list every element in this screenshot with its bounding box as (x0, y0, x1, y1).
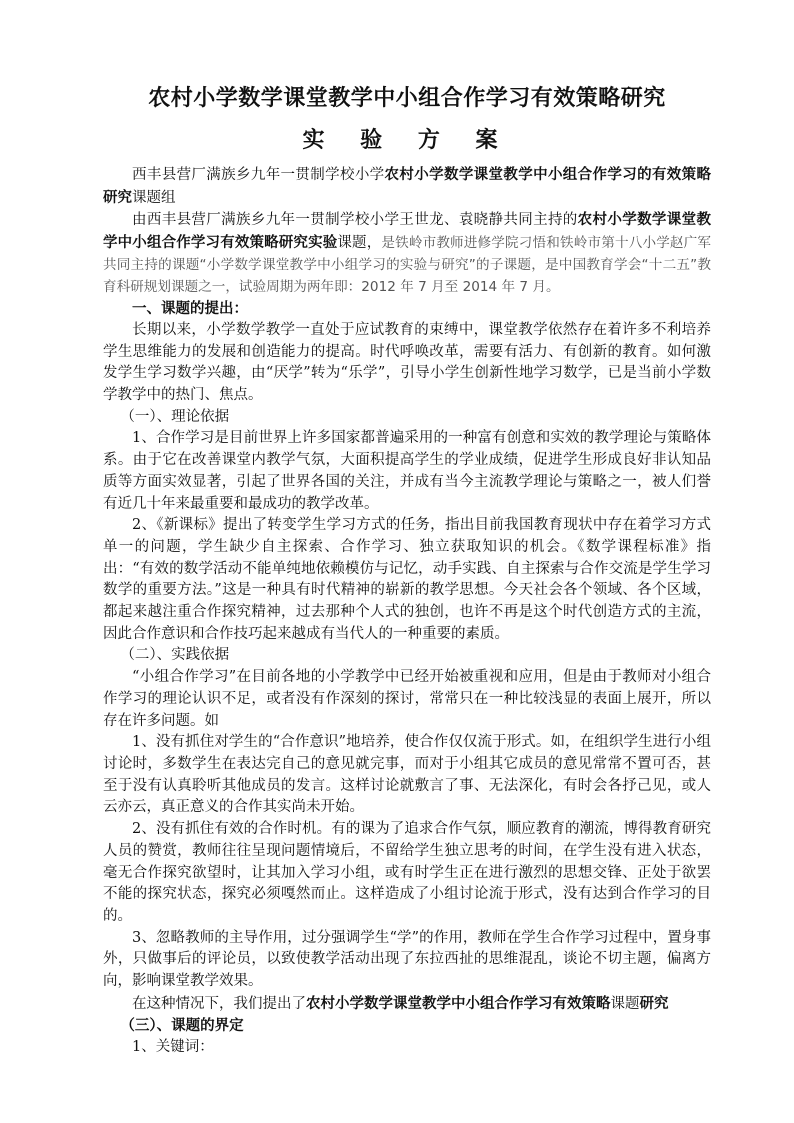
intro2-suffix: 课题， (337, 235, 382, 252)
intro1-group: 课题组 (132, 189, 176, 206)
subsection-definition-heading: （三）、课题的界定 (120, 1017, 244, 1035)
document-subtitle: 实 验 方 案 (302, 127, 512, 153)
subsection-practice-heading: （二）、实践依据 (120, 647, 230, 664)
intro-paragraph-2 (103, 209, 711, 298)
p5-research: 研究 (639, 994, 669, 1012)
subsection-theory-heading: （一）、理论依据 (120, 408, 230, 425)
practice-paragraph-2: 1、没有抓住对学生的“合作意识”地培养，使合作仅仅流于形式。如，在组织学生进行小组讨论时，多数学生在表达完自己的意见就完事，而对于小组其它成员的意见常常不置可否，甚至于没有认真聆听其他成员的发言。这样讨论就敷言了事、无法深化，有时会各抒己见，或人云亦云，真正意义的合作其实尚未开始。 (103, 734, 711, 816)
p5-word: 课题 (610, 995, 640, 1012)
document-title: 农村小学数学课堂教学中小组合作学习有效策略研究 (148, 85, 666, 111)
practice-paragraph-5 (103, 993, 711, 1016)
theory-paragraph-1: 1、合作学习是目前世界上许多国家都普遍采用的一种富有创意和实效的教学理论与策略体系。由于它在改善课堂内教学气氛，大面积提高学生的学业成绩，促进学生形成良好非认知品质等方面实效显著，引起了世界各国的关注，并成有当今主流教学理论与策略之一，被人们誉有近几十年来最重要和最成功的教学改革。 (103, 430, 711, 512)
intro2-topic: 农村小学数学课堂教学中小组合作学习有效策略研究实验 (103, 211, 711, 252)
definition-paragraph-1: 1、关键词： (132, 1039, 214, 1056)
intro1-school: 西丰县营厂满族乡九年一贯制学校小学 (132, 167, 385, 183)
document-page (103, 80, 711, 1059)
intro2-host: 由西丰县营厂满族乡九年一贯制学校小学王世龙、袁晓静共同主持的 (132, 212, 578, 229)
practice-paragraph-3: 2、没有抓住有效的合作时机。有的课为了追求合作气氛，顺应教育的潮流，博得教育研究人员的赞赏，教师往往呈现问题情境后，不留给学生独立思考的时间，在学生没有进入状态，毫无合作探究欲望时，让其加入学习小组，或有时学生正在进行激烈的思想交锋、正处于欲罢不能的探究状态，探究必须嘎然而止。这样造成了小组讨论流于形式，没有达到合作学习的目的。 (103, 821, 711, 924)
practice-paragraph-1: “小组合作学习”在目前各地的小学教学中已经开始被重视和应用，但是由于教师对小组合作学习的理论认识不足，或者没有作深刻的探讨，常常只在一种比较浅显的表面上展开，所以存在许多问题。如 (103, 669, 711, 729)
intro1-topic: 农村小学数学课堂教学中小组合作学习的有效策略研究 (103, 166, 712, 206)
theory-paragraph-2: 2、《新课标》提出了转变学生学习方式的任务，指出目前我国教育现状中存在着学习方式单一的问题，学生缺少自主探索、合作学习、独立获取知识的机会。《数学课程标准》指出：“有效的数学活动不能单纯地依赖模仿与记忆，动手实践、自主探索与合作交流是学生学习数学的重要方法。”这是一种具有时代精神的崭新的教学思想。今天社会各个领域、各个区域，都起来越注重合作探究精神，过去那种个人式的独创，也许不再是这个时代创造方式的主流，因此合作意识和合作技巧起来越成有当代人的一种重要的素质。 (103, 517, 711, 642)
practice-paragraph-4: 3、忽略教师的主导作用，过分强调学生“学”的作用，教师在学生合作学习过程中，置身事外，只做事后的评论员，以致使教学活动出现了东拉西扯的思维混乱，谈论不切主题，偏离方向，影响课堂教学效果。 (103, 929, 711, 990)
p5-topic: 农村小学数学课堂教学中小组合作学习有效策略 (306, 994, 611, 1012)
section-1-heading: 一、课题的提出： (132, 300, 248, 318)
intro2-detail: 是铁岭市教师进修学院刁悟和铁岭市第十八小学赵广军共同主持的课题“小学数学课堂教学中小组学习的实验与研究”的子课题，是中国教育学会“十二五”教育科研规划课题之一，试验周期为两年即：2012 年 7 月至 2014 年 7 月。 (103, 235, 712, 295)
p5-lead: 在这种情况下，我们提出了 (132, 995, 306, 1012)
section-1-paragraph: 长期以来，小学数学教学一直处于应试教育的束缚中，课堂教学依然存在着许多不利培养学生思维能力的发展和创造能力的提高。时代呼唤改革，需要有活力、有创新的教育。如何激发学生学习数学兴趣，由“厌学”转为“乐学”，引导小学生创新性地学习数学，已是当前小学数学教学中的热门、焦点。 (103, 321, 711, 404)
intro-paragraph-1 (103, 164, 711, 209)
